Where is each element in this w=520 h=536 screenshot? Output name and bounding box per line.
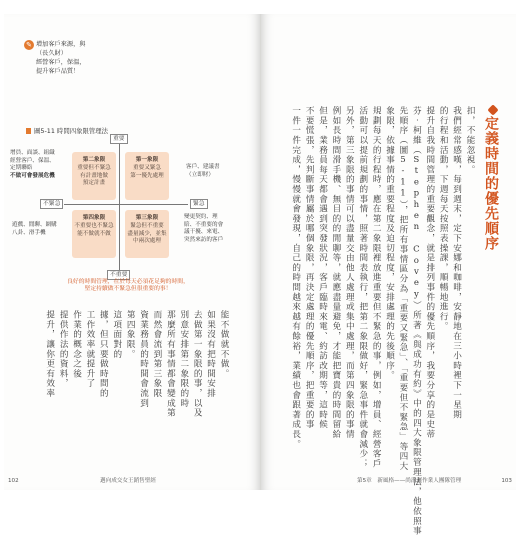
quadrant-desc: 有計畫地做 [80,172,108,179]
text-column: 去做第一象限的事，以及 [192,310,203,418]
quadrant-desc: 中兩次處理 [133,238,161,245]
text-column: 不要慌張，先判斷事情屬於哪個象限，再決定處理的優先順序，把重要的事 [304,106,315,430]
text-column: 的行程和活動，下週每天按照表操課，順暢地進行。 [438,106,449,332]
quadrant-desc: 預定計畫 [82,180,106,187]
text-column: 而然會流到第三象限 [151,310,162,399]
side-notes-top-left [10,150,55,180]
text-column: 另外，第三象限的事情可以盡量交由他人處理或集中處理，而第四象限的事情 [344,106,355,440]
text-column: 扣，不能忽視。 [465,106,475,175]
quadrant-desc: 重要但不緊急 [77,165,111,172]
text-column: 別意安排第二象限的時 [178,310,189,408]
tip-line: 經營客戶，保溫， [36,59,86,66]
section-headline: 定義時間的優先順序 [483,116,499,251]
text-column: 象限，依據事情的重要程度及迫切程度，安排處理的先後順序。 [384,106,395,381]
text-column: 先順序（圖5-11），把所有事情區分為「重要又緊急」、「重要但不緊急」等四大 [397,106,408,472]
text-column: 資業務員的時間會流到 [138,310,149,408]
quadrant-3 [125,210,169,258]
vertical-axis [119,142,120,270]
side-note: 賠、不重要的會 [184,221,224,228]
text-column: 據，但只要做時間的 [98,310,109,399]
side-notes-bottom-right [184,214,223,244]
side-note: 議干擾、來電、 [184,229,224,236]
quadrant-desc: 第一優先處理 [130,172,164,179]
side-note: 增員、面談、組織 [10,150,55,156]
text-column: 提升，讓你更有效率 [44,310,55,399]
quadrant-desc: 重要又緊急 [133,165,161,172]
pencil-icon [487,104,498,115]
text-column: 但是，業務員每天都會遇到突發狀況，客戶臨時來電、約訪改期等，這時候 [317,106,328,430]
quadrant-title: 第四象限 [82,215,106,221]
side-notes-top-right [186,164,220,179]
quadrant-desc: 盡量減少，並集 [127,230,167,237]
axis-label-not-important: 不重要 [107,270,130,280]
text-column: 這項面對的 [111,310,122,359]
figure-title: 圖5-11 時間四象限管理法 [26,126,108,135]
side-note: 定期聯絡 [10,165,33,172]
text-column: 活動可以提前規劃的事情，照著時間表執行，把第二象限做好，緊急事件就會減少； [357,106,368,469]
quadrant-title: 第一象限 [135,157,159,163]
tip-line: 增加客戶來源，與 [36,41,86,48]
figure-caption-note [34,279,222,294]
tip-box [24,40,86,96]
text-column: 能不做就不做。 [219,310,229,379]
quadrant-1 [125,152,169,200]
side-note: 遊戲、閒聊、網購 [12,222,57,228]
left-page [4,14,261,490]
axis-label-not-urgent: 不緊急 [40,199,63,209]
running-title-left: 邁向成交女王銷售聖經 [100,478,156,484]
text-column: 第四象限。 [125,310,136,359]
page-number-left: 102 [8,478,19,484]
side-note: （立即財） [186,171,214,178]
text-column: 如果沒有把時間安排 [205,310,216,399]
text-column: 芬‧柯維（Stephen Covey）所著《與成功有約》中的四大象限管理法，他依照事 [411,106,422,536]
note-line: 堅定持續做不緊急但很重要的事！ [84,286,172,293]
side-note: 變更契約、理 [184,214,218,220]
page-number-right: 103 [501,478,512,484]
text-column: 我們經常感嘆，每到週末，定下安娜和咖啡，安靜地在三小時裡下一星期 [451,106,462,420]
side-note: 八卦、滑手機 [12,229,46,236]
text-column: 一件一件完成，慢慢就會發現，自己的時間越來越有餘裕，業績也會跟著成長。 [290,106,301,449]
note-line: 良好的時間管理，在於每天必須花足夠的時間， [67,279,189,285]
quadrant-4 [72,210,116,258]
quadrant-desc: 能不做就不做 [77,230,111,237]
side-note: 客戶、建議書 [186,164,220,170]
side-note: 不做可會發展危機 [10,172,55,179]
side-notes-bottom-left [12,222,57,237]
book-spread [4,14,516,536]
text-column: 提升自我時間管理的重要觀念，就是排列事件的優先順序，我要分享的是史蒂 [424,106,435,440]
text-column: 那麼所有事情都會變成第 [165,310,176,418]
quadrant-desc: 不重要也不緊急 [74,223,114,230]
tip-line: （長久財） [36,50,67,57]
running-title-right: 第5章 新風格——尚溝運作業人團隊管理 [357,478,462,484]
axis-label-urgent: 緊急 [190,199,208,209]
text-column: 作業的概念之後 [71,310,82,379]
side-note: 突然來訪的客戶 [184,236,224,243]
left-body-text [42,310,230,478]
lightbulb-icon: ✎ [24,40,34,50]
quadrant-desc: 緊急但不重要 [130,223,164,230]
quadrant-title: 第三象限 [135,215,159,221]
tip-line: 提升客戶品質！ [36,68,80,75]
axis-label-important: 重要 [110,134,128,144]
quadrant-title: 第二象限 [82,157,106,163]
side-note: 經營客戶、保溫、 [10,157,55,164]
horizontal-axis [64,204,188,205]
text-column: 工作效率就提升了 [84,310,95,389]
text-column: 例如長時間滑手機、無目的的閒聊等，就應盡量避免，才能把寶貴的時間留給 [330,106,341,440]
right-page [261,14,516,536]
quadrant-2 [72,152,116,200]
text-column: 規劃每天的行程時，應在第二象限裡放進重要但不緊急的事，例如，增員、經營客戶 [371,106,382,469]
text-column: 提供作法的資料， [58,310,69,389]
